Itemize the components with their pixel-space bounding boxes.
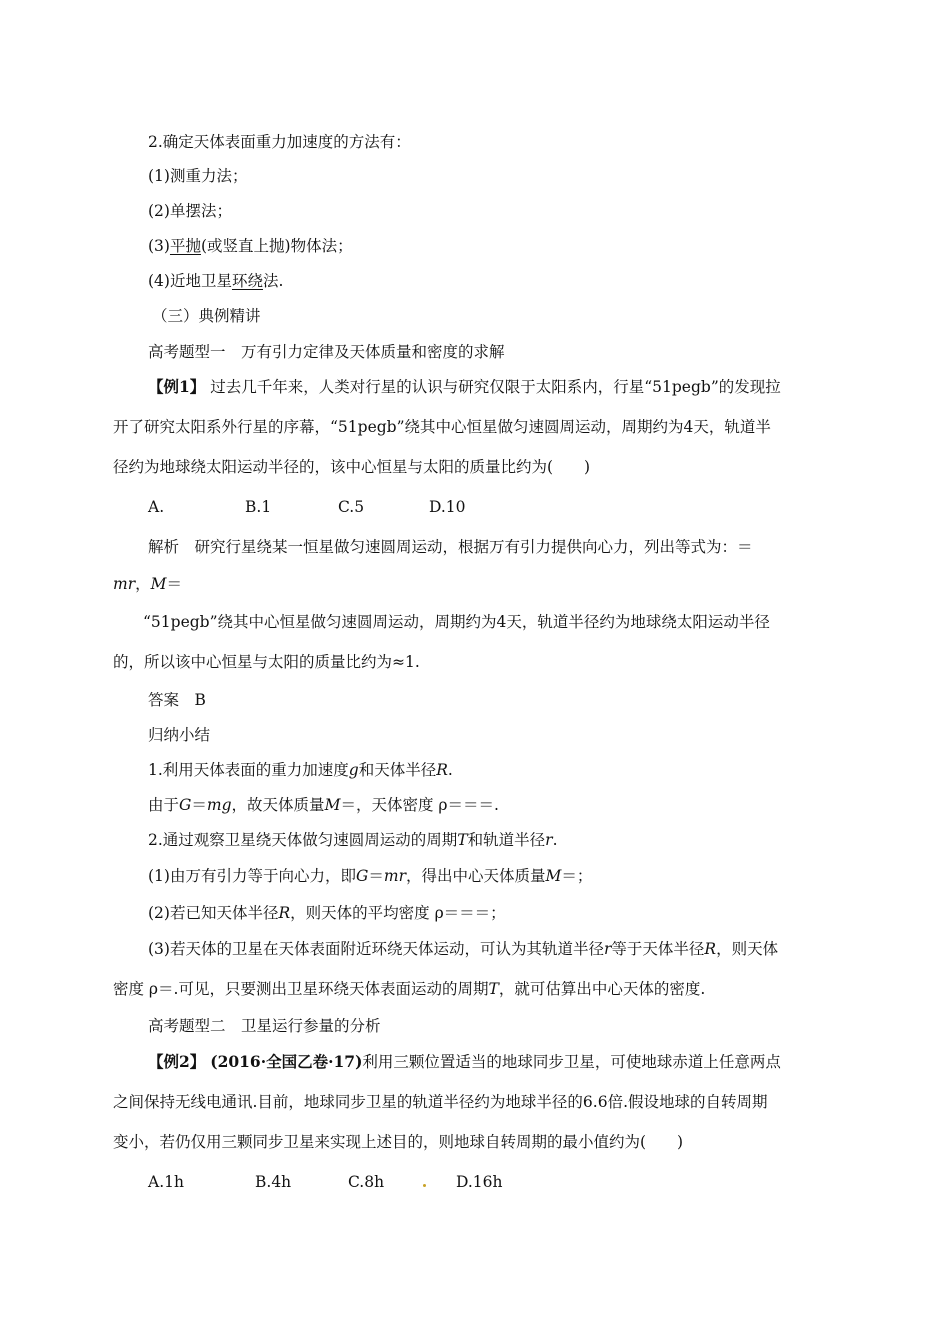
summary-p6-c: ，则天体 bbox=[716, 940, 779, 958]
summary-p3-a: 2.通过观察卫星绕天体做匀速圆周运动的周期 bbox=[148, 831, 458, 849]
example1-line2: 开了研究太阳系外行星的序幕，“51pegb”绕其中心恒星做匀速圆周运动，周期约为4天，轨道半 bbox=[113, 418, 771, 436]
example2-source: (2016·全国乙卷·17) bbox=[210, 1052, 363, 1071]
section-title: （三）典例精讲 bbox=[152, 307, 261, 325]
summary-p3 bbox=[148, 830, 558, 850]
option2-d: D.16h bbox=[456, 1173, 503, 1191]
method-item-3-prefix: (3) bbox=[148, 237, 170, 255]
example1-line1 bbox=[148, 377, 781, 397]
summary-title: 归纳小结 bbox=[148, 726, 211, 744]
option2-b: B.4h bbox=[255, 1173, 292, 1191]
summary-p7 bbox=[113, 979, 705, 999]
summary-p3-c: . bbox=[552, 831, 558, 849]
summary-p5-b: ，则天体的平均密度 ρ＝＝＝； bbox=[290, 904, 506, 922]
summary-p1 bbox=[148, 760, 453, 780]
method-item-3-rest: (或竖直上抛)物体法； bbox=[200, 237, 353, 255]
method-item-2: (2)单摆法； bbox=[148, 202, 232, 220]
summary-p7-T: T bbox=[488, 980, 499, 998]
summary-p4-mr: mr bbox=[383, 867, 406, 885]
method-item-1: (1)测重力法； bbox=[148, 167, 248, 185]
summary-p7-a: 密度 ρ＝.可见，只要测出卫星环绕天体表面运动的周期 bbox=[113, 980, 489, 998]
summary-p6-b: 等于天体半径 bbox=[611, 940, 705, 958]
answer: 答案 B bbox=[148, 691, 206, 709]
summary-p6-a: (3)若天体的卫星在天体表面附近环绕天体运动，可认为其轨道半径 bbox=[148, 940, 604, 958]
summary-p2-b: ＝ bbox=[191, 796, 207, 814]
analysis-M: M bbox=[150, 575, 167, 593]
summary-p4-d: ＝； bbox=[561, 867, 593, 885]
example1-text1: 过去几千年来，人类对行星的认识与研究仅限于太阳系内，行星“51pegb”的发现拉 bbox=[210, 378, 781, 396]
option-d: D.10 bbox=[429, 498, 466, 516]
summary-p1-g: g bbox=[348, 761, 359, 779]
summary-p5 bbox=[148, 903, 506, 923]
analysis-line3: “51pegb”绕其中心恒星做匀速圆周运动，周期约为4天，轨道半径约为地球绕太阳运动半径 bbox=[143, 613, 770, 631]
type2-title: 高考题型二 卫星运行参量的分析 bbox=[148, 1017, 381, 1035]
example2-tag: 【例2】 bbox=[148, 1052, 206, 1071]
summary-p2-M: M bbox=[324, 796, 341, 814]
summary-p7-b: ，就可估算出中心天体的密度. bbox=[498, 980, 706, 998]
summary-p6-r: r bbox=[603, 940, 612, 958]
summary-p2-mg: mg bbox=[206, 796, 232, 814]
summary-p2-c: ，故天体质量 bbox=[231, 796, 325, 814]
method-item-3 bbox=[148, 236, 353, 256]
analysis-line1: 解析 研究行星绕某一恒星做匀速圆周运动，根据万有引力提供向心力，列出等式为：＝ bbox=[148, 538, 753, 556]
option2-c: C.8h bbox=[348, 1173, 385, 1191]
summary-p3-T: T bbox=[457, 831, 468, 849]
summary-p6 bbox=[148, 939, 778, 959]
summary-p4-G: G bbox=[355, 867, 369, 885]
summary-p4-M: M bbox=[545, 867, 562, 885]
example2-options bbox=[0, 1172, 950, 1192]
example1-line3: 径约为地球绕太阳运动半径的，该中心恒星与太阳的质量比约为( ) bbox=[113, 458, 591, 476]
analysis-eq: ＝ bbox=[166, 575, 183, 593]
methods-heading: 2.确定天体表面重力加速度的方法有： bbox=[148, 133, 411, 151]
type1-title: 高考题型一 万有引力定律及天体质量和密度的求解 bbox=[148, 343, 505, 361]
option-b: B.1 bbox=[245, 498, 272, 516]
summary-p4-a: (1)由万有引力等于向心力，即 bbox=[148, 867, 356, 885]
summary-p4-b: ＝ bbox=[368, 867, 384, 885]
method-item-4-underlined: 环绕 bbox=[231, 272, 263, 290]
method-item-4 bbox=[148, 271, 283, 291]
stray-dot bbox=[423, 1184, 426, 1187]
method-item-4-prefix: (4)近地卫星 bbox=[148, 272, 232, 290]
method-item-4-rest: 法. bbox=[262, 272, 284, 290]
summary-p6-R: R bbox=[704, 940, 717, 958]
summary-p5-a: (2)若已知天体半径 bbox=[148, 904, 279, 922]
example1-tag: 【例1】 bbox=[148, 377, 206, 396]
summary-p2 bbox=[148, 795, 499, 815]
analysis-line2 bbox=[113, 574, 182, 594]
summary-p5-R: R bbox=[278, 904, 291, 922]
summary-p1-c: . bbox=[447, 761, 453, 779]
option2-a: A.1h bbox=[148, 1173, 184, 1191]
summary-p2-G: G bbox=[179, 796, 192, 814]
summary-p4 bbox=[148, 866, 592, 886]
summary-p1-b: 和天体半径 bbox=[358, 761, 437, 779]
example2-text1: 利用三颗位置适当的地球同步卫星，可使地球赤道上任意两点 bbox=[362, 1053, 781, 1071]
option-c: C.5 bbox=[338, 498, 365, 516]
example2-line3: 变小，若仍仅用三颗同步卫星来实现上述目的，则地球自转周期的最小值约为( ) bbox=[113, 1133, 684, 1151]
summary-p3-r: r bbox=[545, 831, 553, 849]
summary-p4-c: ，得出中心天体质量 bbox=[405, 867, 546, 885]
summary-p1-a: 1.利用天体表面的重力加速度 bbox=[148, 761, 349, 779]
analysis-mr: mr bbox=[113, 575, 136, 593]
summary-p2-d: ＝，天体密度 ρ＝＝＝. bbox=[340, 796, 499, 814]
example1-options bbox=[0, 497, 950, 517]
analysis-line4: 的，所以该中心恒星与太阳的质量比约为≈1. bbox=[113, 653, 420, 671]
example2-line1 bbox=[148, 1052, 781, 1072]
summary-p3-b: 和轨道半径 bbox=[467, 831, 546, 849]
summary-p2-a: 由于 bbox=[148, 796, 180, 814]
method-item-3-underlined: 平抛 bbox=[169, 237, 201, 255]
summary-p1-R: R bbox=[436, 761, 448, 779]
option-a: A. bbox=[148, 498, 165, 516]
analysis-comma: ， bbox=[135, 575, 151, 593]
example2-line2: 之间保持无线电通讯.目前，地球同步卫星的轨道半径约为地球半径的6.6倍.假设地球的自转周期 bbox=[113, 1093, 768, 1111]
